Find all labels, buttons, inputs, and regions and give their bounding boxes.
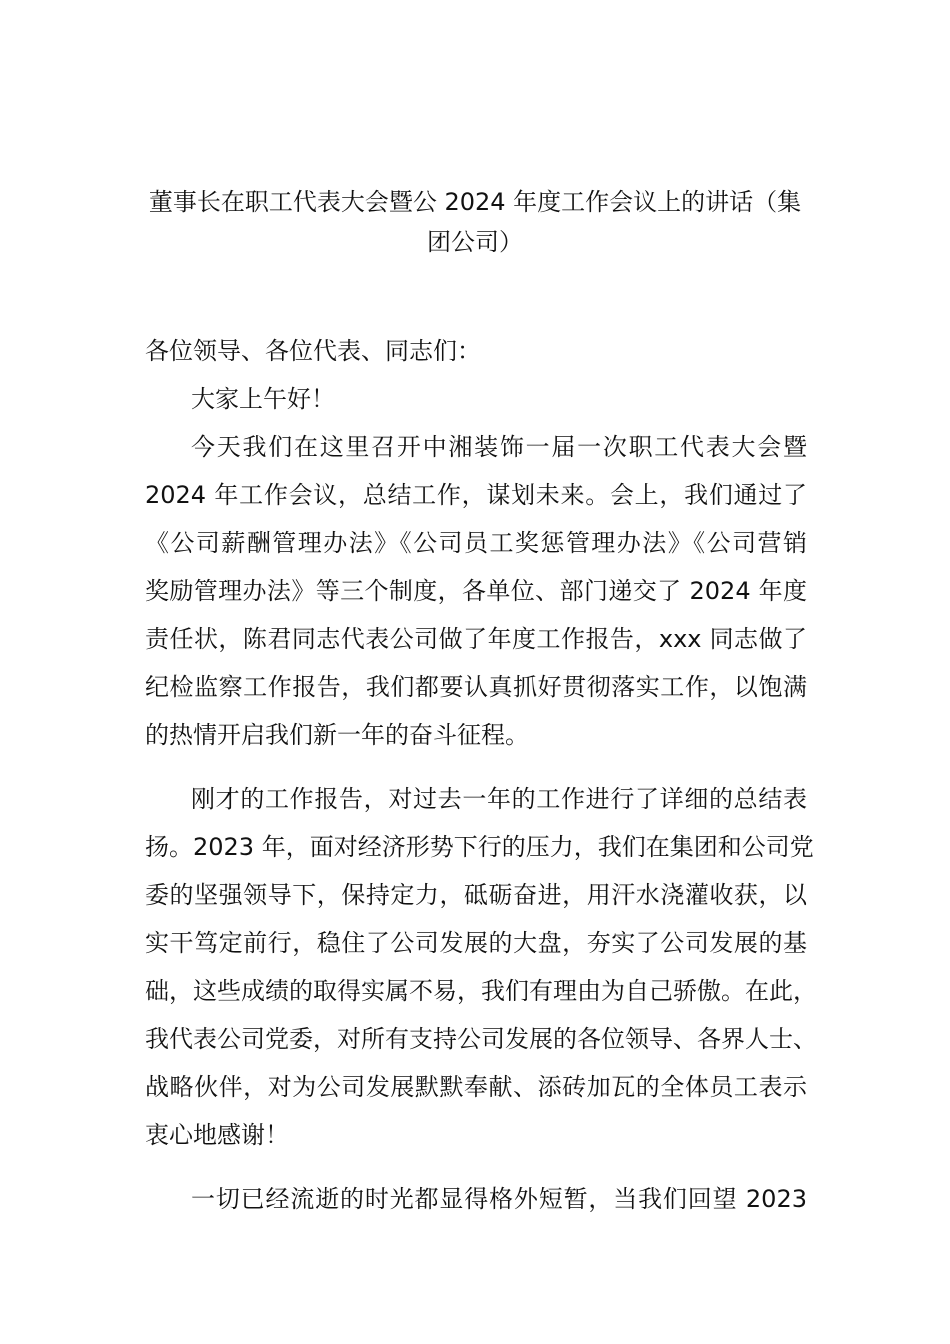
paragraph-1-line-6: 纪检监察工作报告，我们都要认真抓好贯彻落实工作，以饱满 <box>145 673 807 701</box>
paragraph-2-line-3: 委的坚强领导下，保持定力，砥砺奋进，用汗水浇灌收获，以 <box>145 881 807 909</box>
paragraph-1-line-1: 今天我们在这里召开中湘装饰一届一次职工代表大会暨 <box>191 433 807 461</box>
paragraph-2-line-7: 战略伙伴，对为公司发展默默奉献、添砖加瓦的全体员工表示 <box>145 1073 807 1101</box>
paragraph-3-line-1: 一切已经流逝的时光都显得格外短暂，当我们回望 2023 <box>191 1185 807 1213</box>
document-title <box>145 182 805 262</box>
paragraph-1-line-3: 《公司薪酬管理办法》《公司员工奖惩管理办法》《公司营销 <box>145 529 807 557</box>
greeting: 大家上午好！ <box>191 385 335 413</box>
paragraph-1-line-4: 奖励管理办法》等三个制度，各单位、部门递交了 2024 年度 <box>145 577 807 605</box>
paragraph-1-line-5: 责任状，陈君同志代表公司做了年度工作报告，xxx 同志做了 <box>145 625 807 653</box>
title-line-1: 董事长在职工代表大会暨公 2024 年度工作会议上的讲话（集 <box>148 188 802 216</box>
paragraph-2-line-4: 实干笃定前行，稳住了公司发展的大盘，夯实了公司发展的基 <box>145 929 807 957</box>
paragraph-2-line-2: 扬。2023 年，面对经济形势下行的压力，我们在集团和公司党 <box>145 833 814 861</box>
paragraph-1-line-7: 的热情开启我们新一年的奋斗征程。 <box>145 721 529 749</box>
paragraph-2-line-5: 础，这些成绩的取得实属不易，我们有理由为自己骄傲。在此， <box>145 977 817 1005</box>
paragraph-2-line-6: 我代表公司党委，对所有支持公司发展的各位领导、各界人士、 <box>145 1025 817 1053</box>
salutation: 各位领导、各位代表、同志们： <box>145 337 481 365</box>
title-line-2: 团公司） <box>427 228 523 256</box>
paragraph-2-line-8: 衷心地感谢！ <box>145 1121 289 1149</box>
paragraph-1-line-2: 2024 年工作会议，总结工作，谋划未来。会上，我们通过了 <box>145 481 807 509</box>
paragraph-2-line-1: 刚才的工作报告，对过去一年的工作进行了详细的总结表 <box>191 785 807 813</box>
